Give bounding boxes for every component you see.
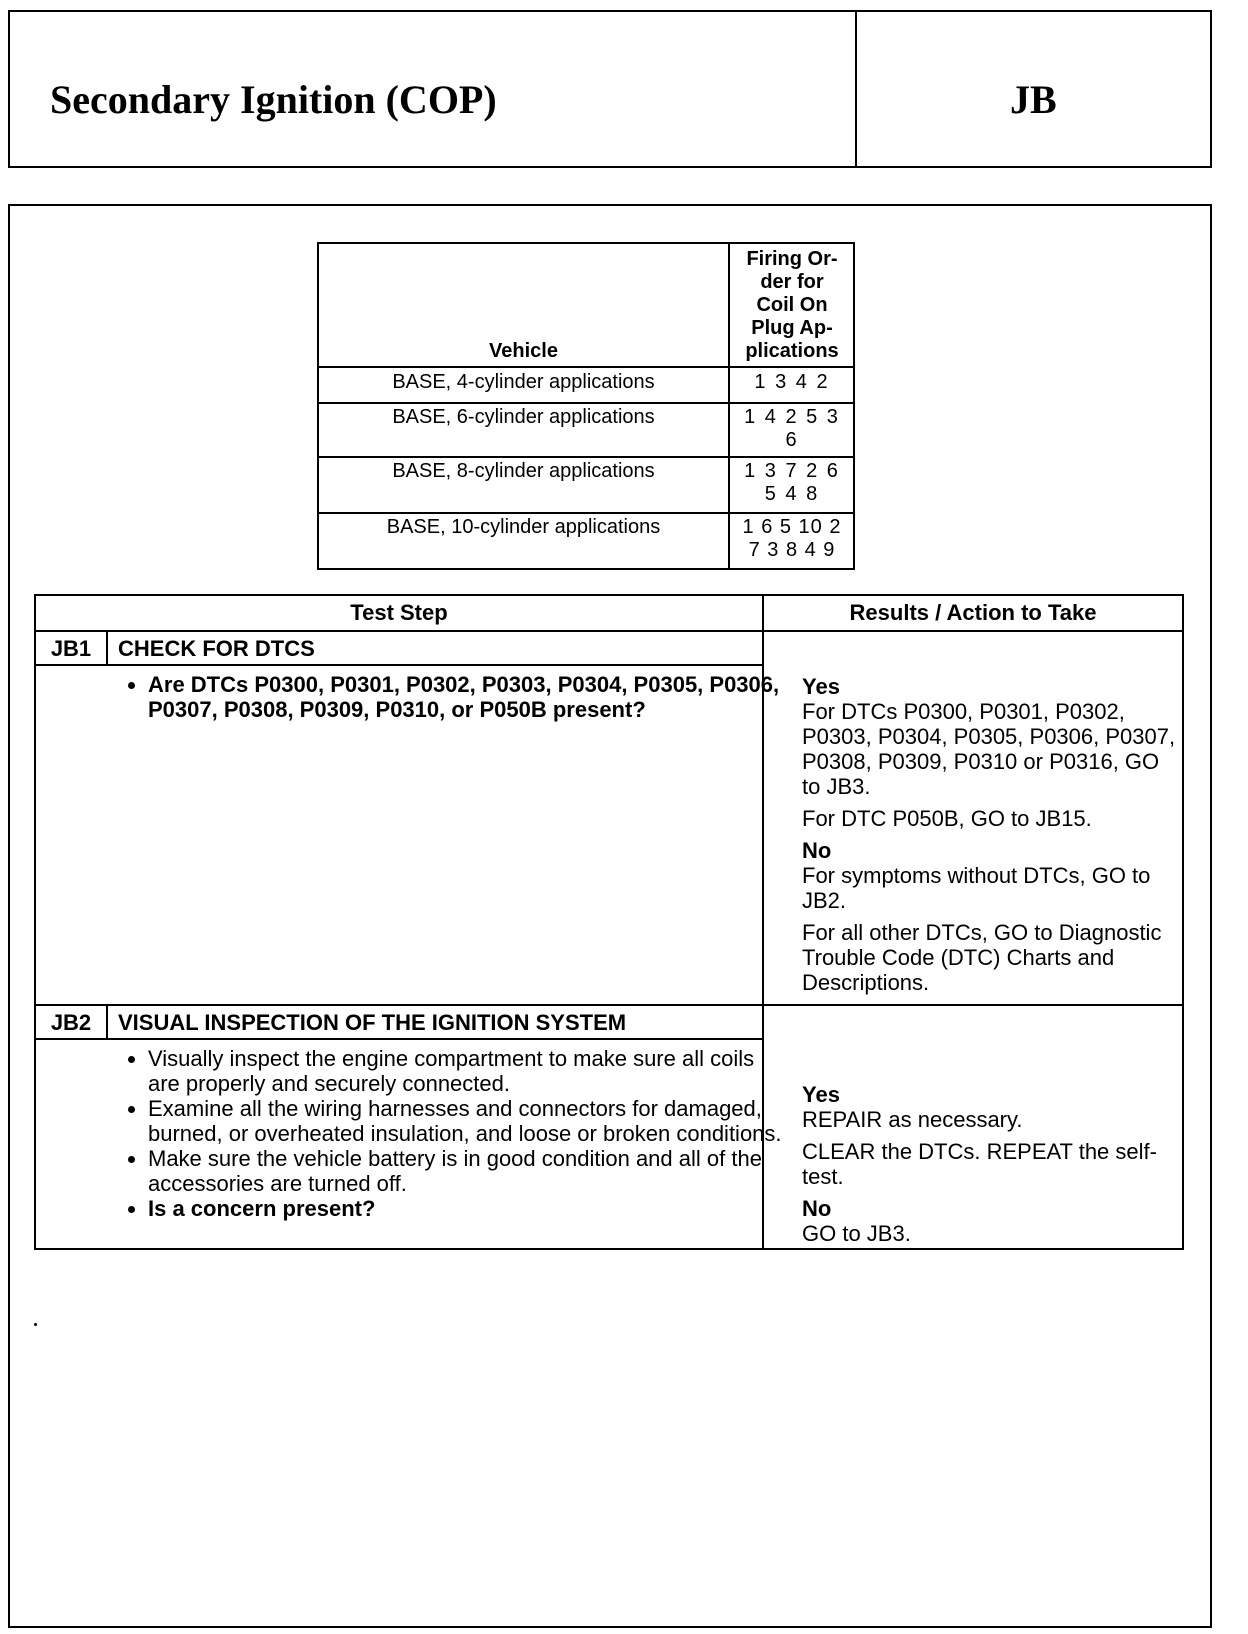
table-cell-order: 1 3 7 2 6 5 4 8 — [744, 460, 840, 505]
step-title: CHECK FOR DTCS — [118, 636, 315, 661]
column-header-vehicle: Vehicle — [489, 340, 558, 362]
table-row-divider — [36, 630, 1182, 632]
column-header-results: Results / Action to Take — [849, 600, 1097, 625]
table-cell-vehicle: BASE, 10-cylinder applications — [386, 516, 661, 538]
table-row-divider — [319, 402, 853, 404]
table-row-divider — [36, 1038, 762, 1040]
table-cell-vehicle: BASE, 4-cylinder applications — [392, 371, 655, 393]
result-no-label: No — [802, 1196, 832, 1221]
step-results — [802, 674, 1182, 1002]
step-id: JB2 — [50, 1010, 92, 1035]
table-row-divider — [36, 1004, 1182, 1006]
step-id-divider — [106, 630, 108, 664]
instruction-item: • Are DTCs P0300, P0301, P0302, P0303, P0304, P0305, P0306, P0307, P0308, P0309, P0310, or P050B present? — [148, 672, 788, 722]
step-id-divider — [106, 1004, 108, 1038]
page-header — [8, 10, 1212, 168]
instruction-item: • Visually inspect the engine compartment to make sure all coils are properly and securely connected. — [148, 1046, 788, 1096]
table-row-divider — [319, 512, 853, 514]
table-cell-order: 1 6 5 10 2 7 3 8 4 9 — [742, 516, 842, 561]
column-header-test-step: Test Step — [350, 600, 448, 625]
result-text: For DTCs P0300, P0301, P0302, P0303, P0304, P0305, P0306, P0307, P0308, P0309, P0310 or P0316, GO to JB3. — [802, 699, 1176, 799]
table-cell-order: 1 4 2 5 3 6 — [744, 406, 840, 451]
instruction-item: • Is a concern present? — [148, 1196, 788, 1221]
test-step-table — [34, 594, 1184, 1250]
header-divider — [855, 12, 857, 166]
section-code: JB — [1010, 77, 1057, 122]
step-instructions — [110, 1046, 788, 1221]
instruction-item: • Examine all the wiring harnesses and connectors for damaged, burned, or overheated insulation, and loose or broken conditions. — [148, 1096, 788, 1146]
result-text: CLEAR the DTCs. REPEAT the self-test. — [802, 1139, 1157, 1189]
step-id: JB1 — [50, 636, 92, 661]
table-cell-vehicle: BASE, 8-cylinder applications — [392, 460, 655, 482]
result-text: REPAIR as necessary. — [802, 1107, 1023, 1132]
result-no-label: No — [802, 838, 832, 863]
firing-order-table — [317, 242, 855, 570]
instruction-item: • Make sure the vehicle battery is in good condition and all of the accessories are turned off. — [148, 1146, 788, 1196]
result-yes-label: Yes — [802, 674, 840, 699]
table-row-divider — [319, 366, 853, 368]
result-text: For all other DTCs, GO to Diagnostic Trouble Code (DTC) Charts and Descriptions. — [802, 920, 1162, 995]
result-text: For symptoms without DTCs, GO to JB2. — [802, 863, 1151, 913]
result-text: GO to JB3. — [802, 1221, 911, 1246]
step-title: VISUAL INSPECTION OF THE IGNITION SYSTEM — [118, 1010, 627, 1035]
table-row-divider — [36, 664, 762, 666]
table-cell-vehicle: BASE, 6-cylinder applications — [392, 406, 655, 428]
scan-artifact-dot — [34, 1323, 37, 1326]
table-row-divider — [319, 456, 853, 458]
result-yes-label: Yes — [802, 1082, 840, 1107]
table-cell-order: 1 3 4 2 — [754, 371, 830, 393]
step-results — [802, 1082, 1182, 1253]
page-title: Secondary Ignition (COP) — [50, 77, 497, 122]
result-text: For DTC P050B, GO to JB15. — [802, 806, 1092, 831]
column-header-firing-order: Firing Or- der for Coil On Plug Ap- plications — [745, 248, 839, 362]
step-instructions — [110, 672, 788, 722]
